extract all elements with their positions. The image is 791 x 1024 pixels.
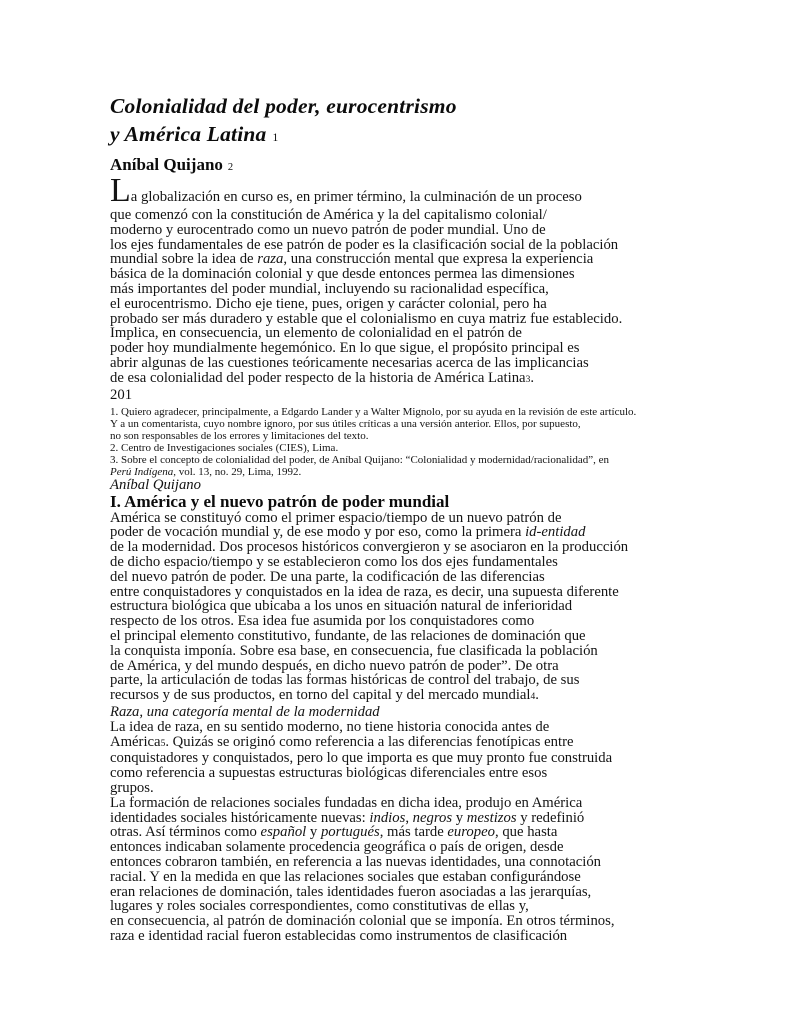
text-line [110, 223, 710, 238]
text-line [110, 855, 710, 870]
text-segment: eran relaciones de dominación, tales identidades fueron asociadas a las jerarquías, [110, 883, 592, 900]
text-line [110, 511, 710, 526]
running-author-byline: Aníbal Quijano [110, 477, 201, 494]
text-line [110, 341, 710, 356]
text-segment: La idea de raza, en su sentido moderno, no tiene historia conocida antes de [110, 718, 550, 735]
text-segment: 3. Sobre el concepto de colonialidad del poder, de Aníbal Quijano: “Colonialidad y modernidad/racionalidad”, en [110, 454, 609, 467]
text-segment: el principal elemento constitutivo, fundante, de las relaciones de dominación que [110, 628, 586, 645]
text-segment: , [405, 809, 413, 826]
text-segment: del nuevo patrón de poder. De una parte, la codificación de las diferencias [110, 568, 545, 585]
text-segment: identidades sociales históricamente nuevas: [110, 809, 370, 826]
text-segment: portugués [320, 824, 380, 841]
text-segment: racial. Y en la medida en que las relaciones sociales que estaban configurándose [110, 868, 581, 885]
title-footnote-ref: 1 [272, 132, 279, 144]
text-line [110, 796, 710, 811]
author-name: Aníbal Quijano [110, 155, 223, 174]
text-line [110, 720, 710, 735]
text-segment: estructura biológica que ubicaba a los unos en situación natural de inferioridad [110, 598, 573, 615]
text-segment: otras. Así términos como [110, 824, 261, 841]
text-line [110, 751, 710, 766]
text-segment: Implica, en consecuencia, un elemento de colonialidad en el patrón de [110, 325, 522, 342]
text-line [110, 899, 710, 914]
text-line [110, 555, 710, 570]
text-line [110, 208, 710, 223]
text-segment: , vol. 13, no. 29, Lima, 1992. [173, 466, 302, 479]
text-segment: entre conquistadores y conquistados en la idea de raza, es decir, una supuesta diferente [110, 583, 619, 600]
text-line [110, 267, 710, 282]
text-segment: . Quizás se originó como referencia a las diferencias fenotípicas entre [165, 733, 574, 750]
text-segment: europeo [447, 824, 495, 841]
article-title [110, 92, 710, 152]
lead-paragraph [110, 172, 710, 388]
text-segment: español [260, 824, 307, 841]
text-segment: que comenzó con la constitución de América y la del capitalismo colonial/ [110, 207, 547, 223]
text-segment: América se constituyó como el primer espacio/tiempo de un nuevo patrón de [110, 509, 562, 526]
text-segment: , una construcción mental que expresa la experiencia [283, 251, 594, 268]
text-segment: los ejes fundamentales de ese patrón de poder es la clasificación social de la población [110, 236, 619, 253]
text-segment: en consecuencia, al patrón de dominación colonial que se imponía. En otros términos, [110, 913, 615, 930]
text-segment: Perú Indígena [110, 466, 174, 479]
text-line [110, 811, 710, 826]
text-segment: y [306, 824, 321, 841]
text-segment: entonces cobraron también, en referencia a las nuevas identidades, una connotación [110, 853, 602, 870]
text-segment: , que hasta [494, 824, 558, 841]
footnotes-block [110, 406, 710, 478]
title-line-1: Colonialidad del poder, eurocentrismo [110, 94, 457, 118]
text-line [110, 454, 710, 466]
text-segment: entonces indicaban solamente procedencia geográfica o país de origen, desde [110, 839, 564, 856]
text-line [110, 525, 710, 540]
text-segment: Y a un comentarista, cuyo nombre ignoro, por sus útiles críticas a una versión anterior. Ellos, por supuesto, [110, 418, 581, 431]
text-segment: abrir algunas de las cuestiones teóricamente necesarias acerca de las implicancias [110, 354, 589, 371]
text-segment: moderno y eurocentrado como un nuevo patrón de poder mundial. Uno de [110, 221, 546, 238]
text-segment: América [110, 733, 161, 750]
text-segment: La formación de relaciones sociales fundadas en dicha idea, produjo en América [110, 794, 583, 811]
text-segment: recursos y de sus productos, en torno del capital y del mercado mundial [110, 687, 531, 704]
text-line [110, 238, 710, 253]
text-line [110, 705, 710, 720]
text-line [110, 766, 710, 781]
text-segment: de esa colonialidad del poder respecto de la historia de América Latina [110, 369, 526, 386]
text-line [110, 781, 710, 796]
text-segment: más importantes del poder mundial, incluyendo su racionalidad específica, [110, 280, 549, 297]
text-line [110, 599, 710, 614]
text-line [110, 688, 710, 705]
text-segment: lugares y roles sociales correspondientes, como constitutivas de ellas y, [110, 898, 529, 915]
text-line [110, 430, 710, 442]
text-segment: . [535, 687, 539, 704]
dropcap-letter: L [110, 172, 131, 209]
text-line [110, 614, 710, 629]
text-segment: la conquista imponía. Sobre esa base, en consecuencia, fue clasificada la población [110, 642, 598, 659]
lead-first-line [110, 172, 710, 209]
text-line [110, 885, 710, 900]
text-segment: mestizos [466, 809, 517, 826]
text-segment: probado ser más duradero y estable que el colonialismo en cuya matriz fue establecido. [110, 310, 623, 327]
text-segment: grupos. [110, 780, 154, 796]
text-segment: el eurocentrismo. Dicho eje tiene, pues, origen y carácter colonial, pero ha [110, 295, 547, 312]
text-line [110, 929, 710, 944]
text-line [110, 540, 710, 555]
text-segment: Raza, una categoría mental de la modernidad [110, 704, 380, 721]
lead-lines [110, 208, 710, 388]
text-line [110, 418, 710, 430]
text-line [110, 406, 710, 418]
page-number-text: 201 [110, 386, 133, 403]
text-line [110, 644, 710, 659]
document-page [110, 92, 710, 944]
text-line [110, 297, 710, 312]
text-segment: no son responsables de los errores y limitaciones del texto. [110, 430, 369, 443]
text-segment: 4 [530, 692, 536, 703]
text-line [110, 673, 710, 688]
title-line-2: y América Latina [110, 122, 267, 146]
text-line [110, 371, 710, 388]
text-line [110, 252, 710, 267]
section-heading: I. América y el nuevo patrón de poder mundial [110, 492, 450, 512]
text-segment: mundial sobre la idea de [110, 251, 258, 268]
text-segment: raza e identidad racial fueron establecidas como instrumentos de clasificación [110, 927, 568, 944]
text-segment: de América, y del mundo después, en dicho nuevo patrón de poder”. De otra [110, 657, 559, 674]
text-line [110, 914, 710, 929]
text-line [110, 312, 710, 327]
text-segment: id-entidad [525, 524, 586, 541]
text-segment: parte, la articulación de todas las formas históricas de control del trabajo, de sus [110, 672, 580, 689]
text-segment: y [452, 809, 467, 826]
text-line [110, 629, 710, 644]
text-segment: respecto de los otros. Esa idea fue asumida por los conquistadores como [110, 613, 535, 630]
text-line [110, 442, 710, 454]
text-segment: conquistadores y conquistados, pero lo que importa es que muy pronto fue construida [110, 750, 613, 767]
text-segment: , más tarde [379, 824, 448, 841]
text-segment: poder hoy mundialmente hegemónico. En lo que sigue, el propósito principal es [110, 340, 580, 357]
text-line [110, 570, 710, 585]
text-line [110, 825, 710, 840]
text-segment: como referencia a supuestas estructuras biológicas diferenciales entre esos [110, 765, 548, 782]
text-segment: . [530, 369, 534, 386]
text-segment: indios [369, 809, 406, 826]
author-footnote-ref: 2 [227, 162, 234, 173]
text-line [110, 840, 710, 855]
text-line [110, 735, 710, 752]
text-segment: 1. Quiero agradecer, principalmente, a Edgardo Lander y a Walter Mignolo, por su ayuda en la revisión de este artículo. [110, 406, 637, 419]
text-line [110, 356, 710, 371]
author-line [110, 154, 710, 178]
section-body [110, 511, 710, 944]
text-segment: básica de la dominación colonial y que desde entonces permea las dimensiones [110, 266, 575, 283]
text-line [110, 585, 710, 600]
text-segment: raza [257, 251, 284, 268]
text-line [110, 326, 710, 341]
text-segment: de la modernidad. Dos procesos históricos convergieron y se asociaron en la producción [110, 539, 629, 556]
text-segment: y redefinió [516, 809, 585, 826]
text-segment: poder de vocación mundial y, de ese modo y por eso, como la primera [110, 524, 526, 541]
text-segment: 2. Centro de Investigaciones sociales (CIES), Lima. [110, 442, 339, 455]
text-line [110, 282, 710, 297]
lead-first-line-text: a globalización en curso es, en primer término, la culminación de un proceso [130, 189, 582, 205]
text-segment: 3 [525, 374, 531, 385]
text-segment: 5 [160, 738, 166, 749]
text-segment: de dicho espacio/tiempo y se establecieron como los dos ejes fundamentales [110, 554, 558, 571]
text-line [110, 870, 710, 885]
text-line [110, 659, 710, 674]
text-segment: negros [412, 809, 453, 826]
